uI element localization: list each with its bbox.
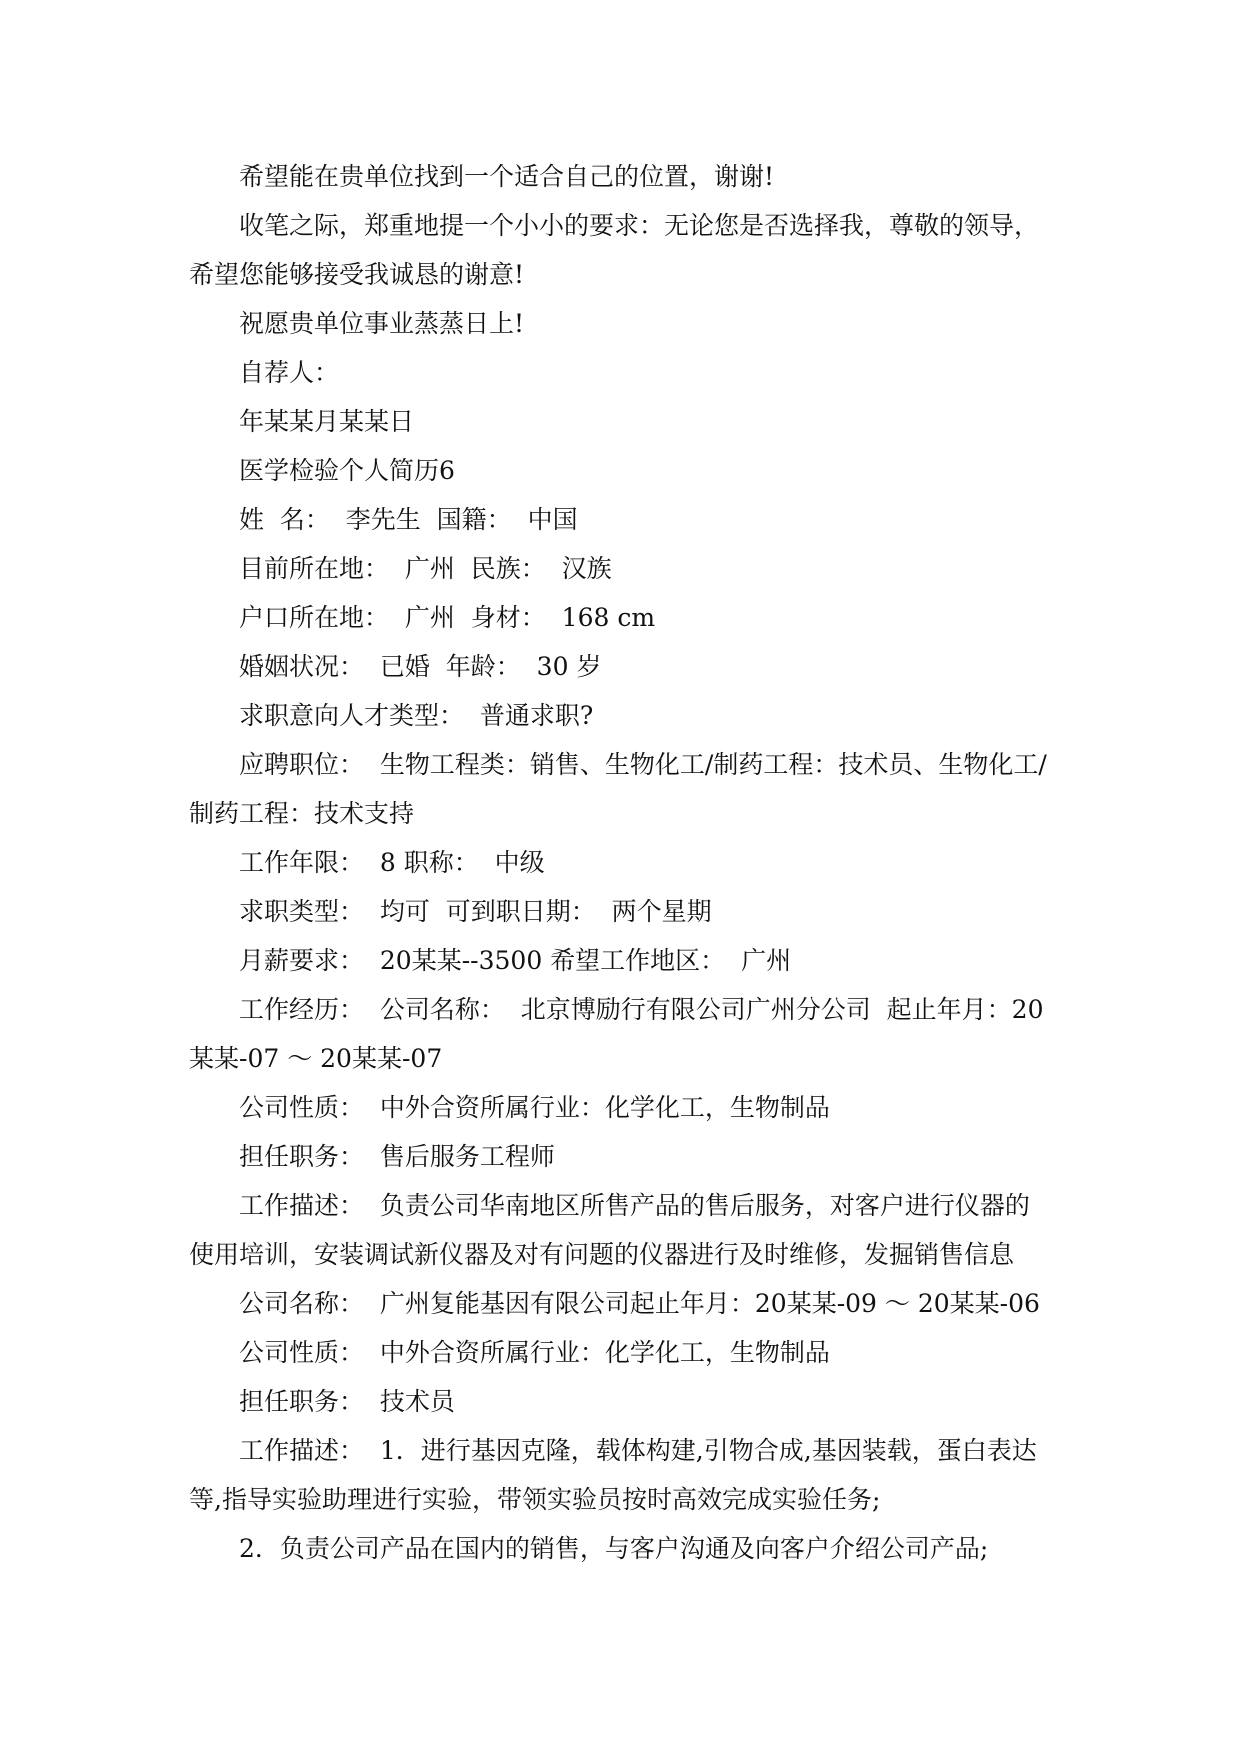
field-talent-type: 求职意向人才类型： 普通求职? <box>239 701 594 730</box>
field-marital-age: 婚姻状况： 已婚 年龄： 30 岁 <box>239 652 602 681</box>
paragraph-date: 年某某月某某日 <box>239 407 415 436</box>
paragraph-closing-request: 收笔之际，郑重地提一个小小的要求：无论您是否选择我，尊敬的领导，希望您能够接受我诚恳的谢意! <box>189 211 1040 289</box>
resume-title: 医学检验个人简历6 <box>239 456 455 485</box>
company-1-position: 担任职务： 售后服务工程师 <box>239 1142 555 1171</box>
field-job-type-availability: 求职类型： 均可 可到职日期： 两个星期 <box>239 897 712 926</box>
company-1-description: 工作描述： 负责公司华南地区所售产品的售后服务，对客户进行仪器的使用培训，安装调试新仪器及对有问题的仪器进行及时维修，发掘销售信息 <box>189 1191 1030 1269</box>
company-2-nature: 公司性质： 中外合资所属行业：化学化工，生物制品 <box>239 1338 830 1367</box>
field-location-ethnicity: 目前所在地： 广州 民族： 汉族 <box>239 554 612 583</box>
paragraph-closing-hope: 希望能在贵单位找到一个适合自己的位置，谢谢! <box>239 162 775 191</box>
paragraph-signature: 自荐人： <box>239 358 340 387</box>
work-experience-company-2: 公司名称： 广州复能基因有限公司起止年月：20某某-09 ～ 20某某-06 <box>239 1289 1040 1318</box>
field-name-nationality: 姓 名： 李先生 国籍： 中国 <box>239 505 578 534</box>
company-2-description-2: 2．负责公司产品在国内的销售，与客户沟通及向客户介绍公司产品; <box>239 1534 989 1563</box>
company-1-nature: 公司性质： 中外合资所属行业：化学化工，生物制品 <box>239 1093 830 1122</box>
field-salary-location: 月薪要求： 20某某--3500 希望工作地区： 广州 <box>239 946 792 975</box>
field-hukou-height: 户口所在地： 广州 身材： 168 cm <box>239 603 656 632</box>
field-applied-positions: 应聘职位： 生物工程类：销售、生物化工/制药工程：技术员、生物化工/制药工程：技术支持 <box>189 750 1047 828</box>
work-experience-company-1: 工作经历： 公司名称： 北京博励行有限公司广州分公司 起止年月：20某某-07 ～ 20某某-07 <box>189 995 1044 1073</box>
field-years-title: 工作年限： 8 职称： 中级 <box>239 848 545 877</box>
company-2-position: 担任职务： 技术员 <box>239 1387 455 1416</box>
document-body <box>189 152 1049 1573</box>
paragraph-wishes: 祝愿贵单位事业蒸蒸日上! <box>239 309 525 338</box>
company-2-description-1: 工作描述： 1．进行基因克隆，载体构建,引物合成,基因装载，蛋白表达等,指导实验助理进行实验，带领实验员按时高效完成实验任务; <box>189 1436 1037 1514</box>
